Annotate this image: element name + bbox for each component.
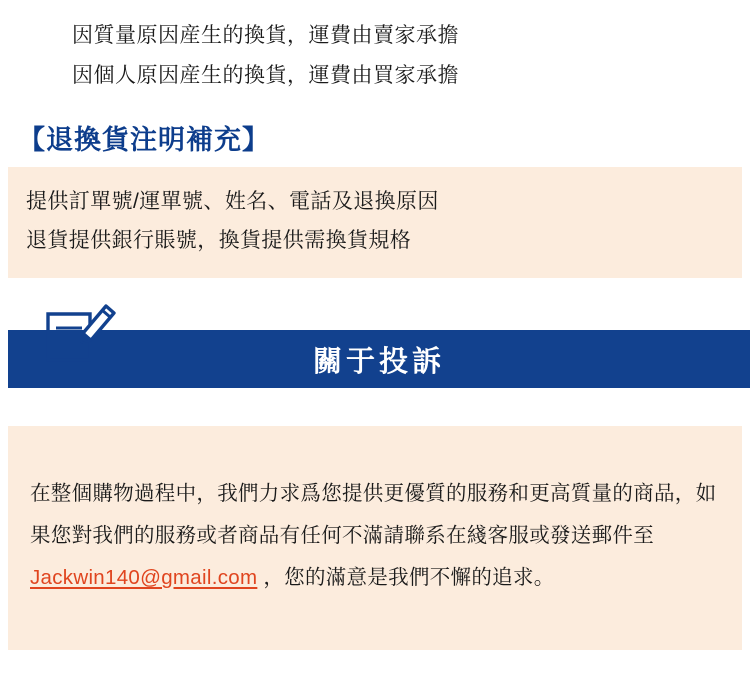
- policy-line: 因質量原因産生的換貨，運費由賣家承擔: [72, 24, 459, 47]
- note-line: 退貨提供銀行賬號，換貨提供需換貨規格: [26, 228, 412, 252]
- note-line: 提供訂單號/運單號、姓名、電話及退換原因: [26, 189, 439, 213]
- complaint-body-box: [8, 426, 742, 649]
- policy-lines: [0, 0, 750, 96]
- policy-line: 因個人原因産生的換貨，運費由買家承擔: [72, 63, 459, 87]
- complaint-banner-wrap: [0, 330, 750, 394]
- complaint-banner: [8, 330, 750, 388]
- note-box: [8, 167, 742, 279]
- support-email-link[interactable]: Jackwin140@gmail.com: [30, 566, 258, 589]
- pencil-note-icon: [38, 292, 116, 370]
- complaint-banner-title: 關于投訴: [312, 345, 445, 378]
- complaint-text-after: ，您的滿意是我們不懈的追求。: [257, 566, 555, 589]
- note-section-heading: 【退換貨注明補充】: [18, 124, 270, 155]
- complaint-text-before: 在整個購物過程中，我們力求爲您提供更優質的服務和更高質量的商品，如果您對我們的服務或者商品有任何不滿請聯系在綫客服或發送郵件至: [30, 481, 717, 547]
- complaint-paragraph: [30, 473, 720, 599]
